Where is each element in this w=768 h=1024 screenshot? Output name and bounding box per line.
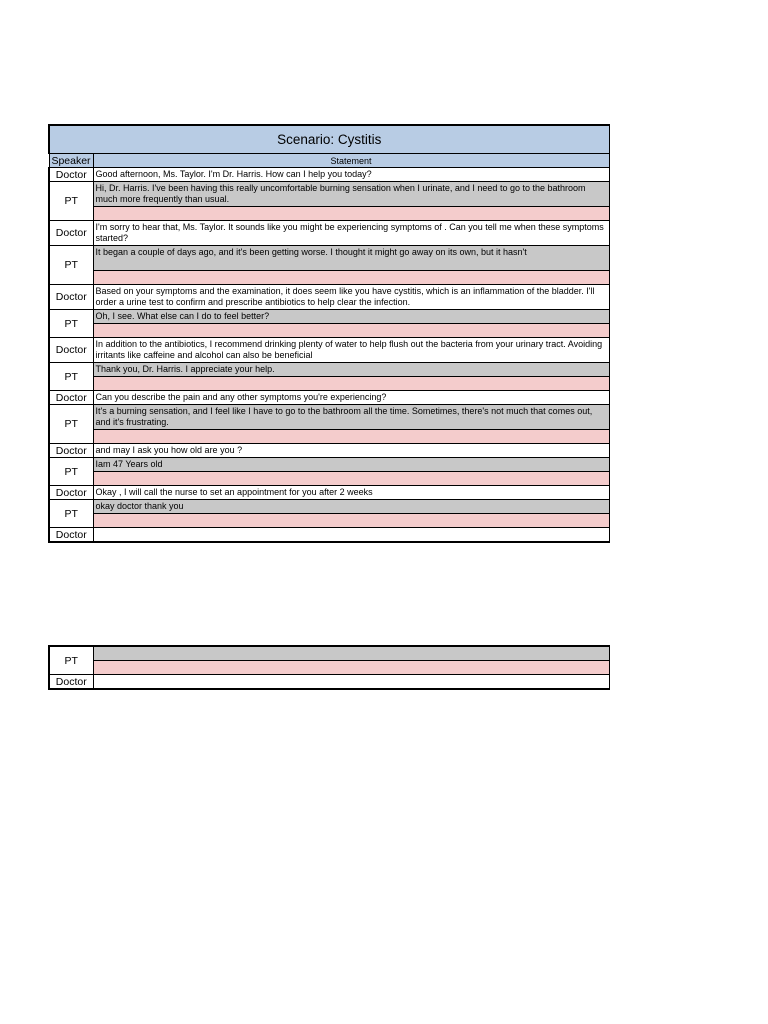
statement-cell <box>93 646 609 661</box>
statement-cell: Good afternoon, Ms. Taylor. I'm Dr. Harris. How can I help you today? <box>93 168 609 182</box>
table-row <box>49 472 609 486</box>
statement-cell: It began a couple of days ago, and it's been getting worse. I thought it might go away on its own, but it hasn't <box>93 246 609 271</box>
table-row <box>49 675 609 690</box>
speaker-cell: PT <box>49 182 93 221</box>
statement-cell: okay doctor thank you <box>93 500 609 514</box>
table-row <box>49 405 609 430</box>
statement-cell: Thank you, Dr. Harris. I appreciate your help. <box>93 363 609 377</box>
table-row <box>49 444 609 458</box>
speaker-cell: Doctor <box>49 528 93 543</box>
speaker-cell: Doctor <box>49 285 93 310</box>
speaker-cell: PT <box>49 310 93 338</box>
table-row <box>49 528 609 543</box>
statement-cell <box>93 675 609 690</box>
speaker-cell: PT <box>49 363 93 391</box>
speaker-cell: Doctor <box>49 486 93 500</box>
statement-cell: Can you describe the pain and any other symptoms you're experiencing? <box>93 391 609 405</box>
statement-spacer-cell <box>93 324 609 338</box>
speaker-cell: Doctor <box>49 444 93 458</box>
statement-cell: Oh, I see. What else can I do to feel better? <box>93 310 609 324</box>
table-row <box>49 363 609 377</box>
scenario-title: Scenario: Cystitis <box>49 125 609 154</box>
statement-spacer-cell <box>93 514 609 528</box>
table-row <box>49 182 609 207</box>
table-row <box>49 500 609 514</box>
speaker-cell: Doctor <box>49 168 93 182</box>
statement-cell: It's a burning sensation, and I feel like I have to go to the bathroom all the time. Sometimes, there's not much that comes out, and it's frustrating. <box>93 405 609 430</box>
speaker-cell: PT <box>49 246 93 285</box>
table-row <box>49 338 609 363</box>
table-row <box>49 168 609 182</box>
statement-cell: Iam 47 Years old <box>93 458 609 472</box>
table-row <box>49 661 609 675</box>
statement-spacer-cell <box>93 271 609 285</box>
table-row <box>49 646 609 661</box>
statement-cell: Okay , I will call the nurse to set an appointment for you after 2 weeks <box>93 486 609 500</box>
table-row <box>49 486 609 500</box>
statement-cell <box>93 528 609 543</box>
statement-spacer-cell <box>93 472 609 486</box>
table-row <box>49 310 609 324</box>
secondary-dialogue-table <box>48 645 610 690</box>
table-row <box>49 324 609 338</box>
speaker-cell: Doctor <box>49 675 93 690</box>
statement-cell: I'm sorry to hear that, Ms. Taylor. It sounds like you might be experiencing symptoms of . Can you tell me when these symptoms started? <box>93 221 609 246</box>
table-row <box>49 377 609 391</box>
speaker-cell: PT <box>49 646 93 675</box>
table-row <box>49 207 609 221</box>
table-row <box>49 391 609 405</box>
table-row <box>49 514 609 528</box>
speaker-cell: PT <box>49 458 93 486</box>
table-row <box>49 458 609 472</box>
table-row <box>49 246 609 271</box>
statement-cell: Hi, Dr. Harris. I've been having this really uncomfortable burning sensation when I urinate, and I need to go to the bathroom much more frequently than usual. <box>93 182 609 207</box>
speaker-cell: Doctor <box>49 338 93 363</box>
statement-spacer-cell <box>93 207 609 221</box>
speaker-cell: PT <box>49 405 93 444</box>
statement-cell: In addition to the antibiotics, I recommend drinking plenty of water to help flush out the bacteria from your urinary tract. Avoiding irritants like caffeine and alcohol can also be beneficial <box>93 338 609 363</box>
statement-cell: and may I ask you how old are you ? <box>93 444 609 458</box>
statement-spacer-cell <box>93 430 609 444</box>
statement-cell: Based on your symptoms and the examination, it does seem like you have cystitis, which is an inflammation of the bladder. I'll order a urine test to confirm and prescribe antibiotics to help clear the infection. <box>93 285 609 310</box>
speaker-header: Speaker <box>49 154 93 168</box>
table-row <box>49 430 609 444</box>
statement-header: Statement <box>93 154 609 168</box>
statement-spacer-cell <box>93 377 609 391</box>
statement-spacer-cell <box>93 661 609 675</box>
speaker-cell: Doctor <box>49 391 93 405</box>
table-row <box>49 221 609 246</box>
speaker-cell: PT <box>49 500 93 528</box>
table-row <box>49 285 609 310</box>
dialogue-table <box>48 124 610 543</box>
speaker-cell: Doctor <box>49 221 93 246</box>
table-row <box>49 271 609 285</box>
